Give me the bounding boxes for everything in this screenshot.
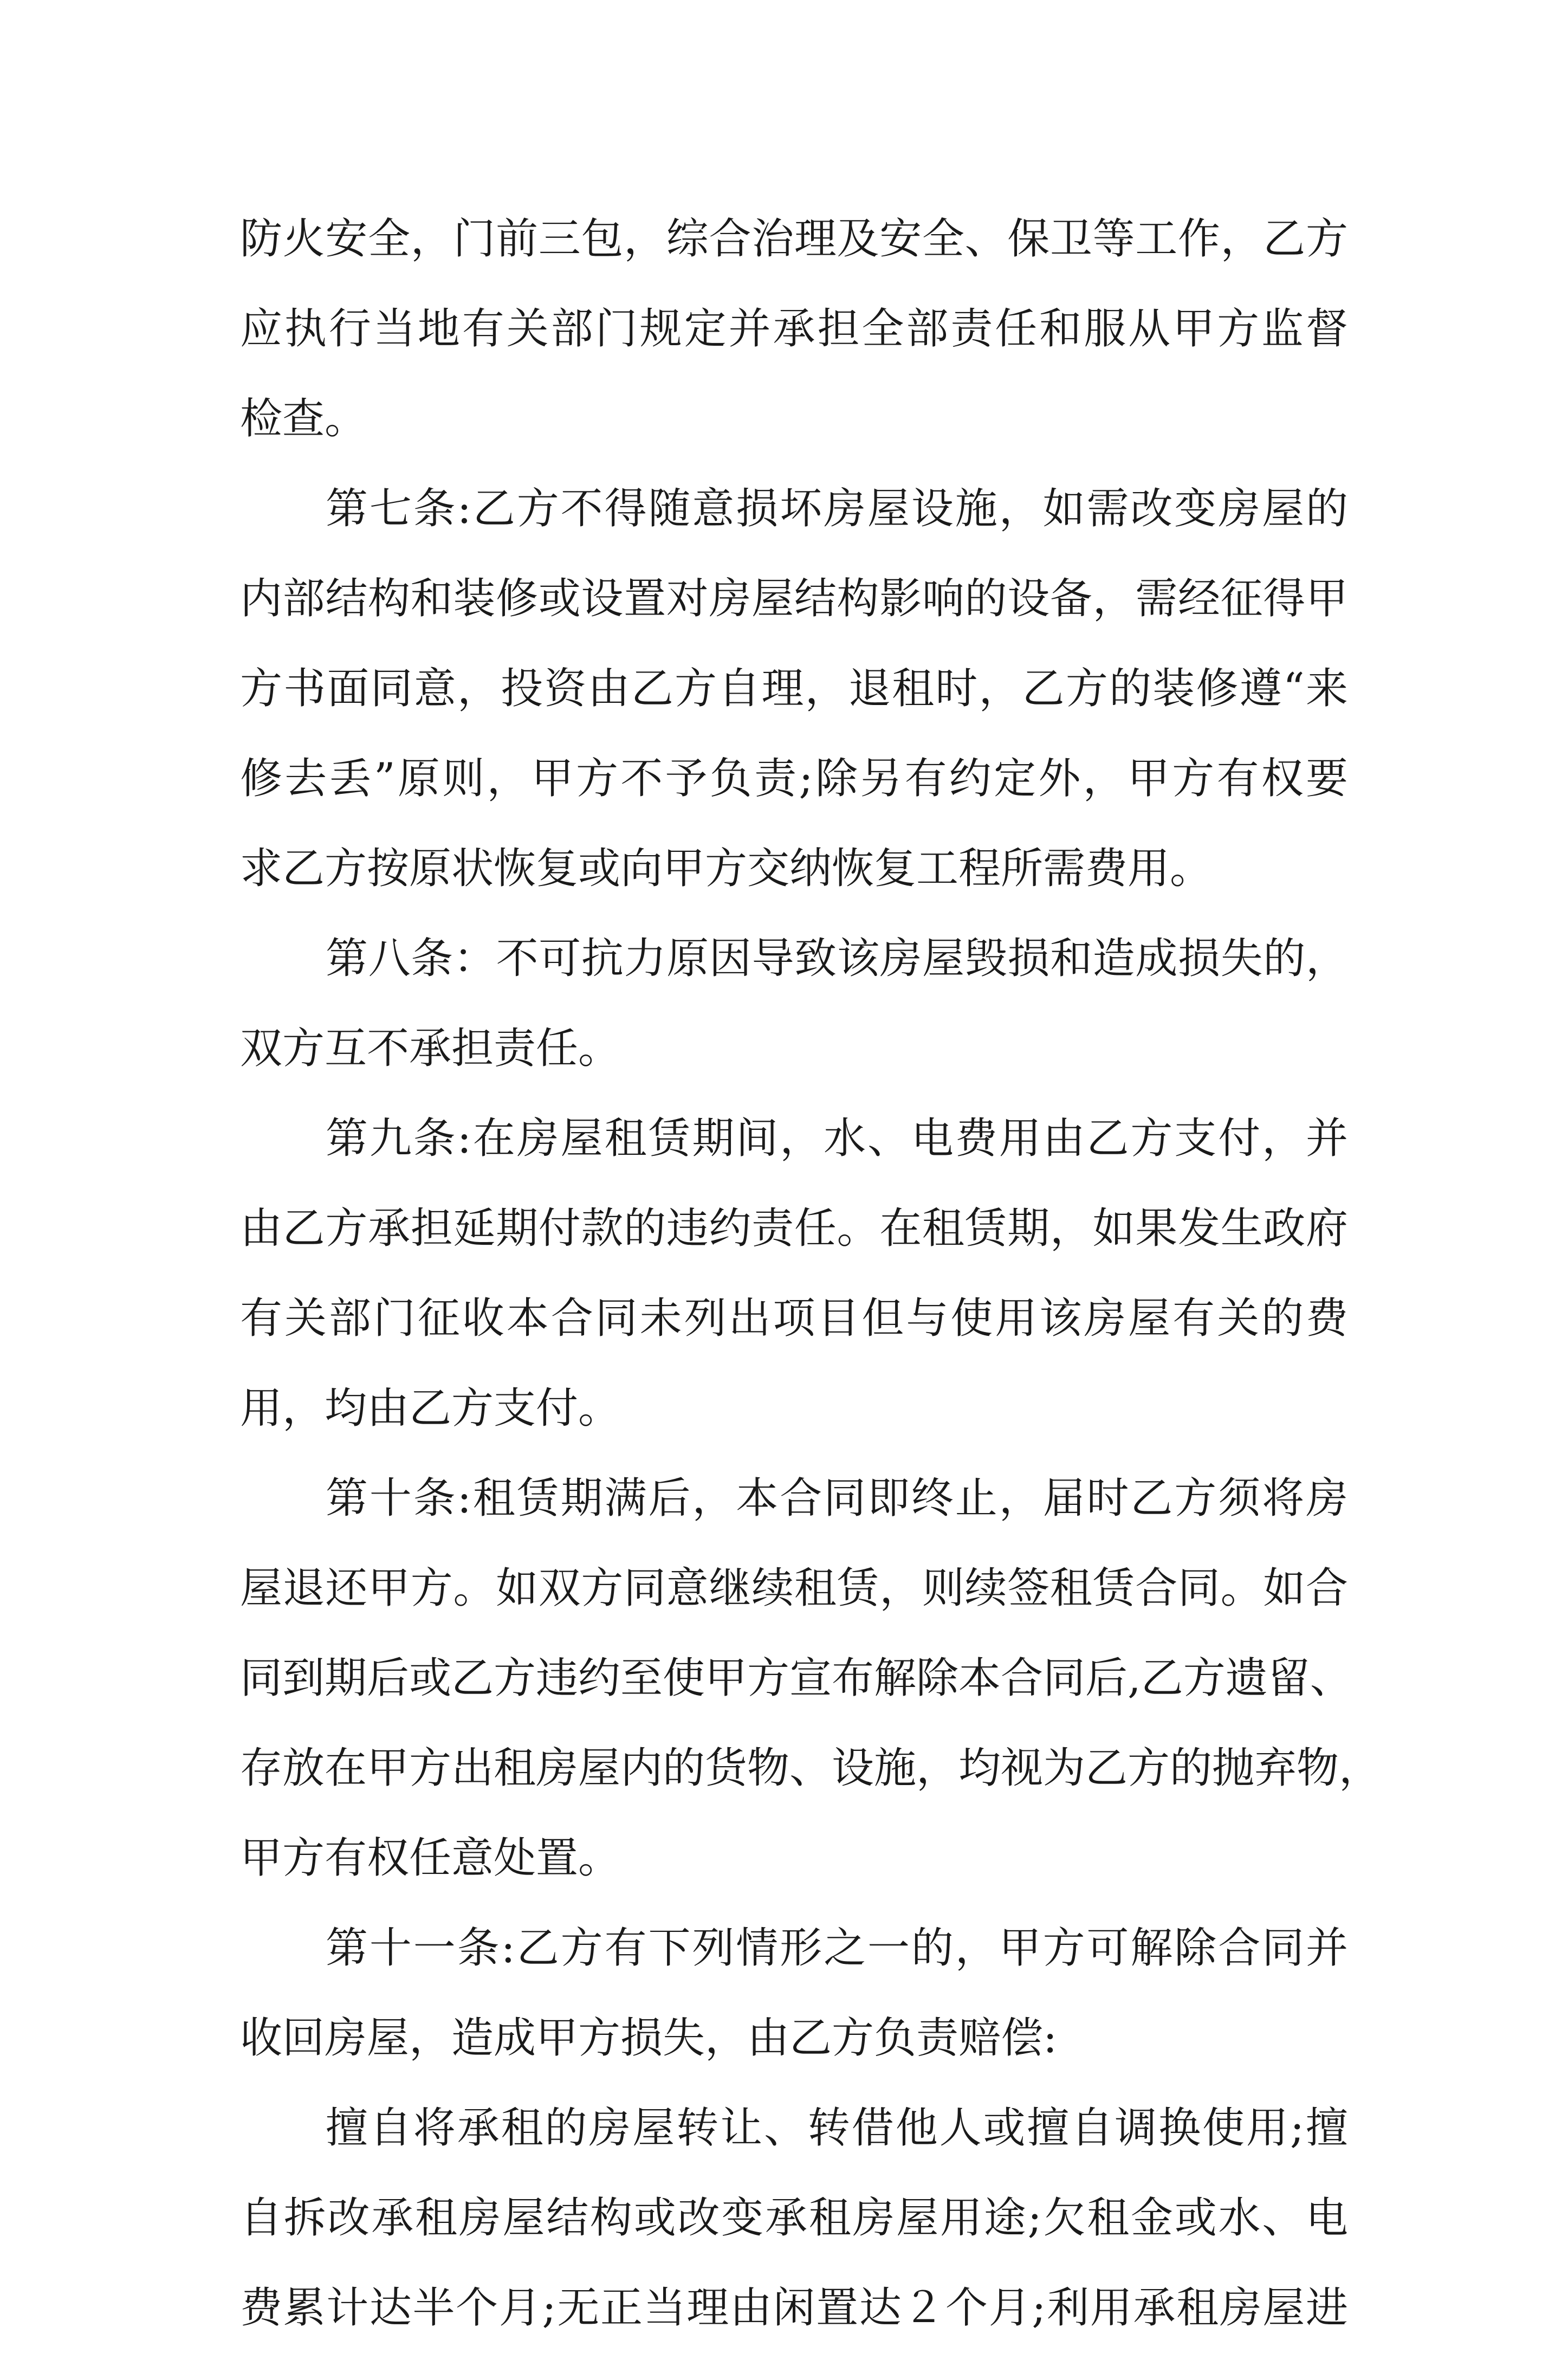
- text-line: 由乙方承担延期付款的违约责任。在租赁期，如果发生政府: [240, 1204, 1348, 1253]
- text-line: 有关部门征收本合同未列出项目但与使用该房屋有关的费: [240, 1294, 1348, 1343]
- text-line: 修去丢”原则，甲方不予负责;除另有约定外，甲方有权要: [240, 754, 1348, 803]
- text-line: 费累计达半个月;无正当理由闲置达２个月;利用承租房屋进: [240, 2284, 1348, 2332]
- text-line: 内部结构和装修或设置对房屋结构影响的设备，需经征得甲: [240, 574, 1348, 623]
- text-line: 存放在甲方出租房屋内的货物、设施，均视为乙方的抛弃物，: [240, 1744, 1382, 1793]
- article-9-heading-line: 第九条:在房屋租赁期间，水、电费用由乙方支付，并: [326, 1114, 1348, 1163]
- text-line: 防火安全，门前三包，综合治理及安全、保卫等工作，乙方: [240, 215, 1348, 263]
- article-11-heading-line: 第十一条:乙方有下列情形之一的，甲方可解除合同并: [326, 1924, 1348, 1973]
- text-line: 双方互不承担责任。: [240, 1024, 621, 1073]
- text-line: 检查。: [240, 395, 367, 443]
- article-10-heading-line: 第十条:租赁期满后，本合同即终止，届时乙方须将房: [326, 1474, 1348, 1523]
- text-line: 擅自将承租的房屋转让、转借他人或擅自调换使用;擅: [326, 2104, 1348, 2152]
- text-line: 收回房屋，造成甲方损失，由乙方负责赔偿:: [240, 2014, 1058, 2063]
- text-line: 用，均由乙方支付。: [240, 1384, 621, 1433]
- text-line: 甲方有权任意处置。: [240, 1834, 621, 1883]
- text-line: 方书面同意，投资由乙方自理，退租时，乙方的装修遵“来: [240, 664, 1348, 713]
- article-8-heading-line: 第八条：不可抗力原因导致该房屋毁损和造成损失的，: [326, 934, 1348, 983]
- text-line: 同到期后或乙方违约至使甲方宣布解除本合同后,乙方遗留、: [240, 1654, 1352, 1703]
- text-line: 求乙方按原状恢复或向甲方交纳恢复工程所需费用。: [240, 844, 1213, 893]
- article-7-heading-line: 第七条:乙方不得随意损坏房屋设施，如需改变房屋的: [326, 484, 1348, 533]
- text-line: 自拆改承租房屋结构或改变承租房屋用途;欠租金或水、电: [240, 2194, 1348, 2242]
- contract-text: [240, 194, 1382, 2353]
- text-line: 应执行当地有关部门规定并承担全部责任和服从甲方监督: [240, 305, 1348, 353]
- text-line: 屋退还甲方。如双方同意继续租赁，则续签租赁合同。如合: [240, 1564, 1348, 1613]
